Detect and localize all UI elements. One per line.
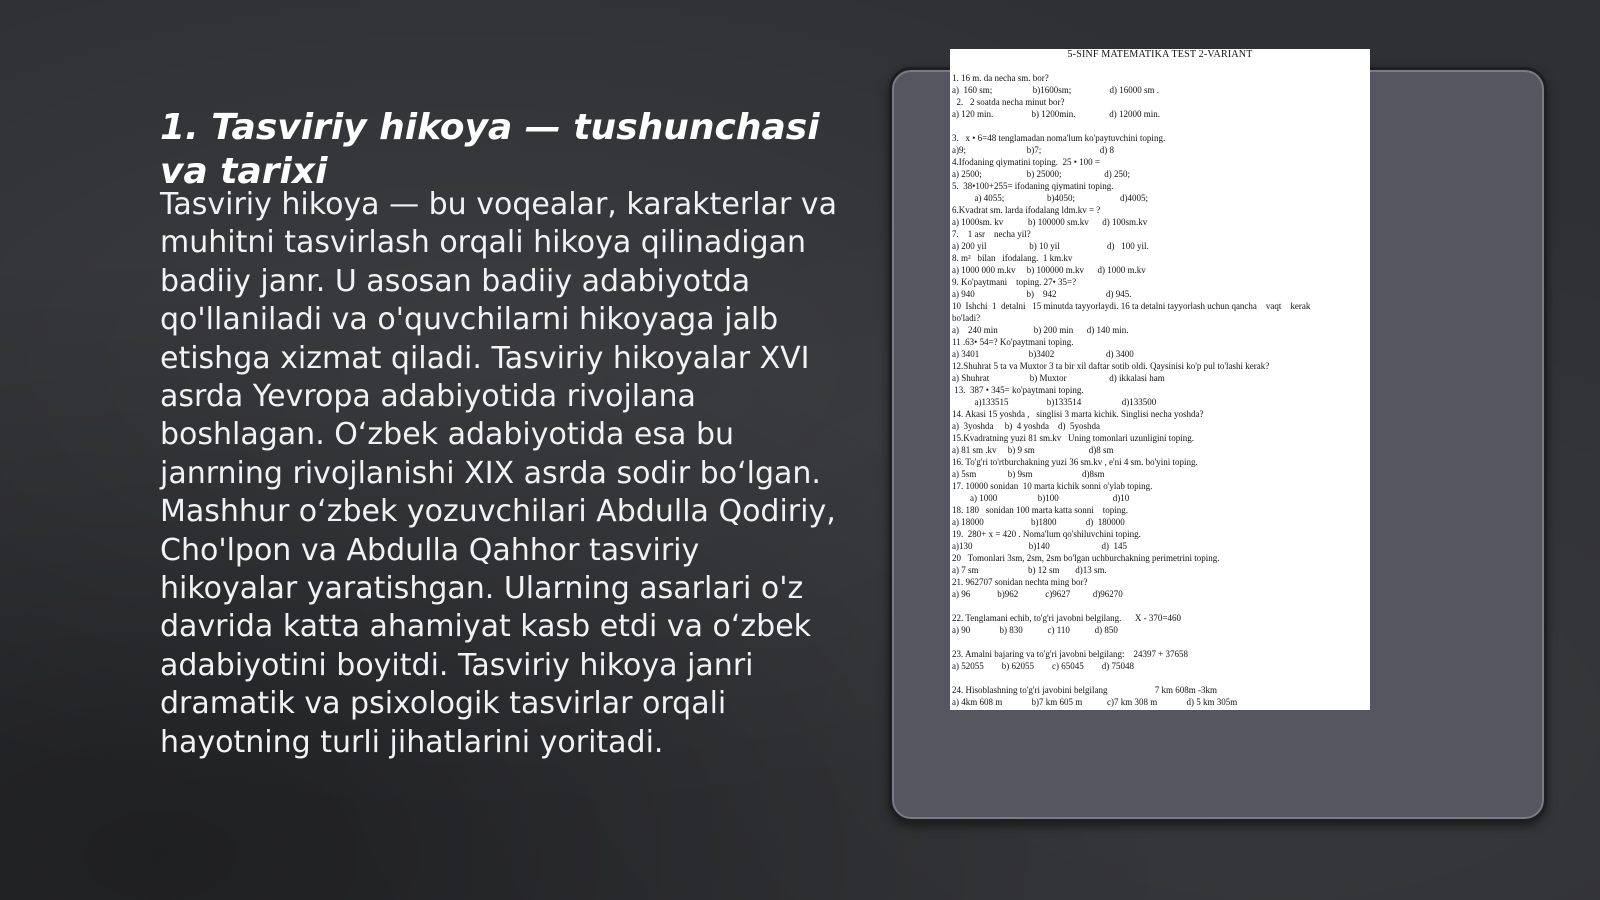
test-sheet-line: a) 18000 b)1800 d) 180000 <box>952 517 1125 527</box>
test-sheet-line: 7. 1 asr necha yil? <box>952 229 1031 239</box>
test-sheet-line: 1. 16 m. da necha sm. bor? <box>952 73 1049 83</box>
test-sheet-line: a)130 b)140 d) 145 <box>952 541 1127 551</box>
test-sheet-line: a)133515 b)133514 d)133500 <box>952 397 1157 407</box>
test-sheet-line: a) 81 sm .kv b) 9 sm d)8 sm <box>952 445 1114 455</box>
test-sheet-line: a) 90 b) 830 c) 110 d) 850 <box>952 625 1118 635</box>
test-sheet-line: a) 7 sm b) 12 sm d)13 sm. <box>952 565 1107 575</box>
test-sheet-line: a) 4055; b)4050; d)4005; <box>952 193 1148 203</box>
test-sheet-image <box>950 49 1370 710</box>
test-sheet-line: 20 Tomonlari 3sm, 2sm, 2sm bo'lgan uchburchakning perimetrini toping. <box>952 553 1220 563</box>
test-sheet-line: 5. 38•100+255= ifodaning qiymatini toping. <box>952 181 1114 191</box>
test-sheet-line: a) Shuhrat b) Muxtor d) ikkalasi ham <box>952 373 1165 383</box>
test-sheet-line: a) 96 b)962 c)9627 d)96270 <box>952 589 1123 599</box>
test-sheet-line: bo'ladi? <box>952 313 981 323</box>
test-sheet-line: 10 Ishchi 1 detalni 15 minutda tayyorlaydi. 16 ta detalni tayyorlash uchun qancha vaqt kerak <box>952 301 1311 311</box>
test-sheet-line: 8. m² bilan ifodalang. 1 km.kv <box>952 253 1073 263</box>
test-sheet-line: 23. Amalni bajaring va to'g'ri javobni belgilang: 24397 + 37658 <box>952 649 1189 659</box>
test-sheet-line: 14. Akasi 15 yoshda , singlisi 3 marta kichik. Singlisi necha yoshda? <box>952 409 1204 419</box>
slide-title: 1. Tasviriy hikoya — tushunchasi va tarixi <box>160 107 820 192</box>
test-sheet-line: 6.Kvadrat sm. larda ifodalang ldm.kv = ? <box>952 205 1101 215</box>
test-sheet-line: a) 240 min b) 200 min d) 140 min. <box>952 325 1129 335</box>
test-sheet-line: a) 2500; b) 25000; d) 250; <box>952 169 1130 179</box>
test-sheet-line: 19. 280+ x = 420 . Noma'lum qo'shiluvchini toping. <box>952 529 1141 539</box>
test-sheet-line: a) 1000 000 m.kv b) 100000 m.kv d) 1000 m.kv <box>952 265 1146 275</box>
test-sheet-line: 17. 10000 sonidan 10 marta kichik sonni o'ylab toping. <box>952 481 1153 491</box>
test-sheet-line: a) 52055 b) 62055 c) 65045 d) 75048 <box>952 661 1134 671</box>
test-sheet-line: 13. 387 • 345= ko'paytmani toping. <box>952 385 1084 395</box>
test-sheet-line: 3. x • 6=48 tenglamadan noma'lum ko'paytuvchini toping. <box>952 133 1166 143</box>
test-sheet-line: 2. 2 soatda necha minut bor? <box>952 97 1065 107</box>
test-sheet-line: 15.Kvadratning yuzi 81 sm.kv Uning tomonlari uzunligini toping. <box>952 433 1194 443</box>
test-sheet-line: 4.Ifodaning qiymatini toping. 25 • 100 = <box>952 157 1100 167</box>
test-sheet-line: 24. Hisoblashning to'g'ri javobini belgilang 7 km 608m -3km <box>952 685 1217 695</box>
test-sheet-line: a) 120 min. b) 1200min. d) 12000 min. <box>952 109 1160 119</box>
test-sheet-line: a) 3401 b)3402 d) 3400 <box>952 349 1134 359</box>
test-sheet-line: a) 4km 608 m b)7 km 605 m c)7 km 308 m d) 5 km 305m <box>952 697 1238 707</box>
test-sheet-lines <box>952 72 1368 708</box>
test-sheet-line: a) 1000sm. kv b) 100000 sm.kv d) 100sm.kv <box>952 217 1148 227</box>
test-sheet-line: a) 3yoshda b) 4 yoshda d) 5yoshda <box>952 421 1100 431</box>
test-sheet-line: a) 160 sm; b)1600sm; d) 16000 sm . <box>952 85 1159 95</box>
test-sheet-line: a) 200 yil b) 10 yil d) 100 yil. <box>952 241 1149 251</box>
test-sheet-line: a) 940 b) 942 d) 945. <box>952 289 1132 299</box>
test-sheet-line: 11 .63• 54=? Ko'paytmani toping. <box>952 337 1074 347</box>
test-sheet-line: 22. Tenglamani echib, to'g'ri javobni belgilang. X - 370=460 <box>952 613 1181 623</box>
test-sheet-line: 9. Ko'paytmani toping. 27• 35=? <box>952 277 1077 287</box>
test-sheet-line: a) 5sm b) 9sm d)8sm <box>952 469 1105 479</box>
test-sheet-line: 12.Shuhrat 5 ta va Muxtor 3 ta bir xil daftar sotib oldi. Qaysinisi ko'p pul to'lashi kerak? <box>952 361 1270 371</box>
slide-body-text: Tasviriy hikoya — bu voqealar, karakterlar va muhitni tasvirlash orqali hikoya qilinadigan badiiy janr. U asosan badiiy adabiyotda qo'llaniladi va o'quvchilarni hikoyaga jalb etishga xizmat qiladi. Tasviriy hikoyalar XVI asrda Yevropa adabiyotida rivojlana boshlagan. O‘zbek adabiyotida esa bu janrning rivojlanishi XIX asrda sodir bo‘lgan. Mashhur o‘zbek yozuvchilari Abdulla Qodiriy, Cho'lpon va Abdulla Qahhor tasviriy hikoyalar yaratishgan. Ularning asarlari o'z davrida katta ahamiyat kasb etdi va o‘zbek adabiyotini boyitdi. Tasviriy hikoya janri dramatik va psixologik tasvirlar orqali hayotning turli jihatlarini yoritadi. <box>160 187 837 760</box>
test-sheet-line: 16. To'g'ri to'rtburchakning yuzi 36 sm.kv , e'ni 4 sm. bo'yini toping. <box>952 457 1198 467</box>
test-sheet-line: a) 1000 b)100 d)10 <box>952 493 1130 503</box>
test-sheet-line: 21. 962707 sonidan nechta ming bor? <box>952 577 1088 587</box>
test-sheet-title: 5-SINF MATEMATIKA TEST 2-VARIANT <box>1067 49 1253 60</box>
test-sheet-line: 18. 180 sonidan 100 marta katta sonni toping. <box>952 505 1128 515</box>
test-sheet-line: a)9; b)7; d) 8 <box>952 145 1114 155</box>
